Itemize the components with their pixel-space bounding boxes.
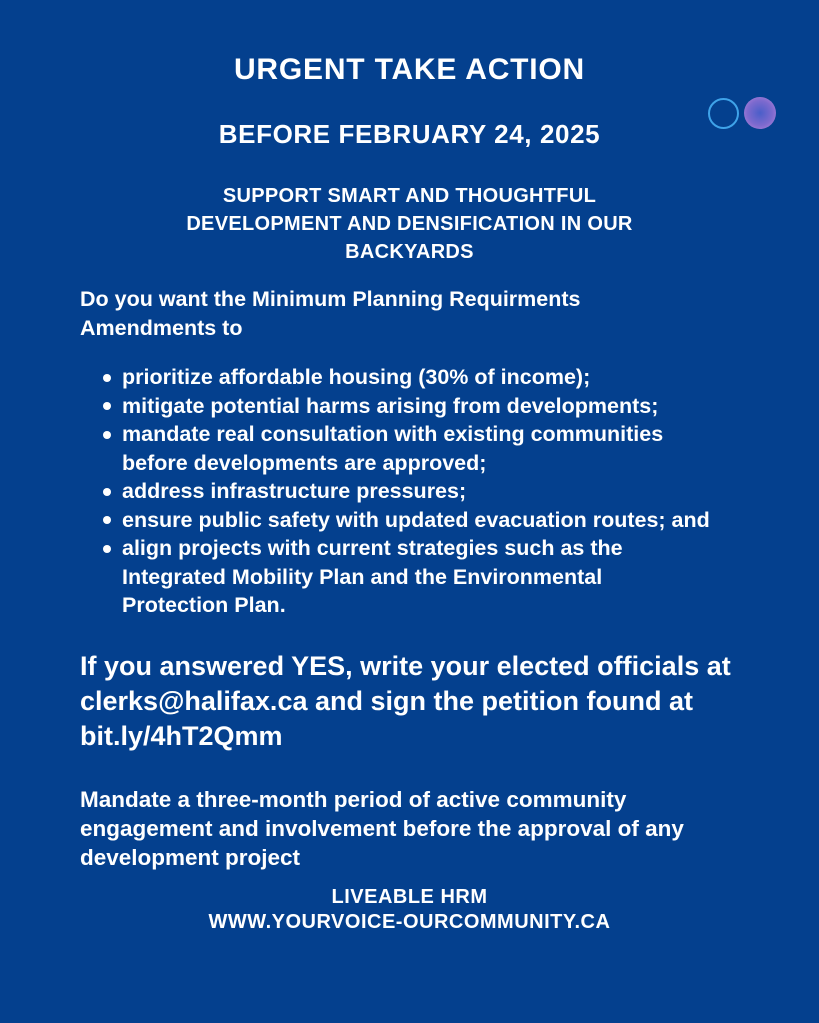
mandate-paragraph: Mandate a three-month period of active community engagement and involvement before the approval of any development project bbox=[80, 786, 684, 870]
bullet-item: mitigate potential harms arising from developments; bbox=[122, 392, 714, 421]
footer-website: WWW.YOURVOICE-OURCOMMUNITY.CA bbox=[208, 910, 611, 933]
bullet-item: mandate real consultation with existing communities before developments are approved; bbox=[122, 420, 714, 477]
subheading: SUPPORT SMART AND THOUGHTFUL DEVELOPMENT AND DENSIFICATION IN OUR BACKYARDS bbox=[186, 185, 633, 263]
footer bbox=[0, 885, 819, 935]
bullet-list bbox=[122, 363, 714, 620]
bullet-item: ensure public safety with updated evacuation routes; and bbox=[122, 506, 714, 535]
outline-circle-icon bbox=[708, 98, 739, 129]
petition-link: bit.ly/4hT2Qmm bbox=[80, 720, 283, 751]
gradient-circle-icon bbox=[744, 97, 776, 129]
bullet-item: prioritize affordable housing (30% of income); bbox=[122, 363, 714, 392]
intro-paragraph: Do you want the Minimum Planning Requirments Amendments to bbox=[80, 287, 581, 340]
footer-org: LIVEABLE HRM bbox=[331, 885, 488, 908]
email-address: clerks@halifax.ca bbox=[80, 685, 308, 716]
poster-title: URGENT TAKE ACTION bbox=[233, 53, 586, 86]
cta-text-before: If you answered YES, write your elected officials at bbox=[80, 650, 731, 681]
cta-paragraph bbox=[80, 649, 760, 754]
bullet-item: align projects with current strategies such as the Integrated Mobility Plan and the Environmental Protection Plan. bbox=[122, 534, 714, 620]
deadline-heading: BEFORE FEBRUARY 24, 2025 bbox=[218, 119, 601, 149]
bullet-item: address infrastructure pressures; bbox=[122, 477, 714, 506]
cta-text-middle: and sign the petition found at bbox=[307, 685, 693, 716]
